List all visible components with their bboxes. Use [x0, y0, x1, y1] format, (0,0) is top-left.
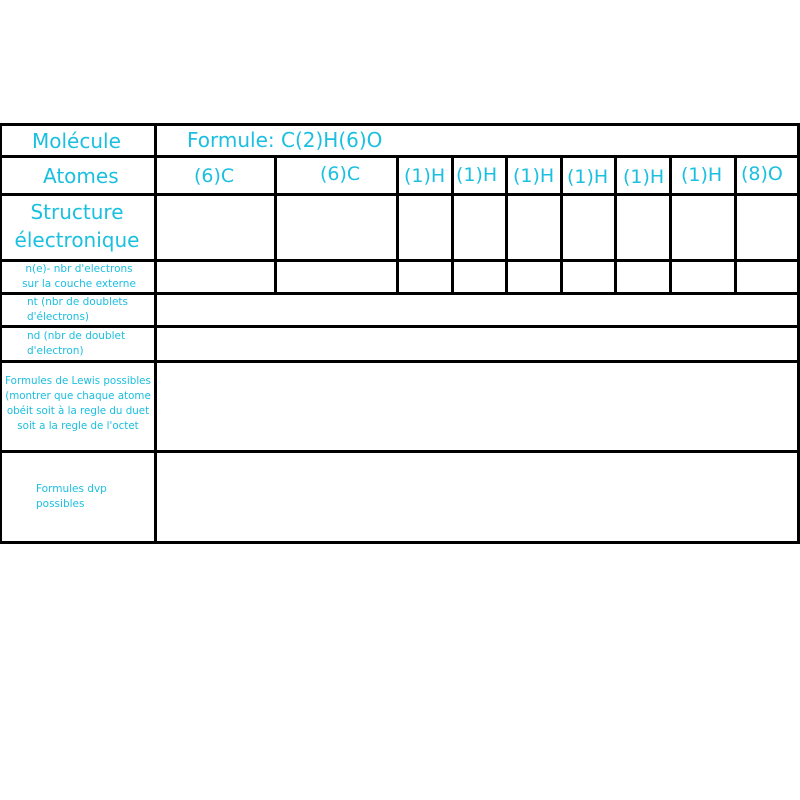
atom-cell: (1)H	[567, 166, 609, 188]
lewis-label: Formules de Lewis possibles (montrer que chaque atome obéit soit à la regle du duet soit a la regle de l'octet	[5, 375, 151, 432]
dvp-label: Formules dvp possibles	[36, 483, 107, 510]
label-column-divider	[154, 123, 157, 544]
divider-atomes-structure	[0, 193, 800, 196]
atom-divider-1	[274, 155, 277, 295]
atom-cell: (1)H	[681, 164, 723, 186]
atom-cell: (8)O	[741, 163, 783, 185]
atom-divider-5	[560, 155, 563, 295]
structure-label: Structure électronique	[14, 200, 140, 252]
n-electrons-label: n(e)- nbr d'electrons sur la couche externe	[22, 263, 136, 290]
atom-cell: (1)H	[404, 165, 446, 187]
atom-divider-8	[734, 155, 737, 295]
atom-cell: (6)C	[194, 165, 235, 187]
atom-divider-6	[614, 155, 617, 295]
border-left	[0, 123, 2, 544]
atom-cell: (6)C	[320, 163, 361, 185]
atom-divider-7	[669, 155, 672, 295]
border-bottom	[0, 541, 800, 544]
atom-divider-3	[451, 155, 454, 295]
atom-cell: (1)H	[623, 166, 665, 188]
divider-molecule-atomes	[0, 155, 800, 158]
molecule-formula: Formule: C(2)H(6)O	[187, 128, 383, 152]
molecule-label: Molécule	[32, 129, 121, 153]
atom-divider-2	[396, 155, 399, 295]
nd-label: nd (nbr de doublet d'electron)	[27, 330, 126, 357]
atom-cell: (1)H	[513, 165, 555, 187]
atom-divider-4	[505, 155, 508, 295]
divider-nd-lewis	[0, 360, 800, 363]
divider-lewis-dvp	[0, 450, 800, 453]
border-top	[0, 123, 800, 126]
atomes-label: Atomes	[43, 164, 119, 188]
divider-nt-nd	[0, 325, 800, 328]
nt-label: nt (nbr de doublets d'électrons)	[27, 296, 129, 323]
atom-cell: (1)H	[456, 164, 498, 186]
